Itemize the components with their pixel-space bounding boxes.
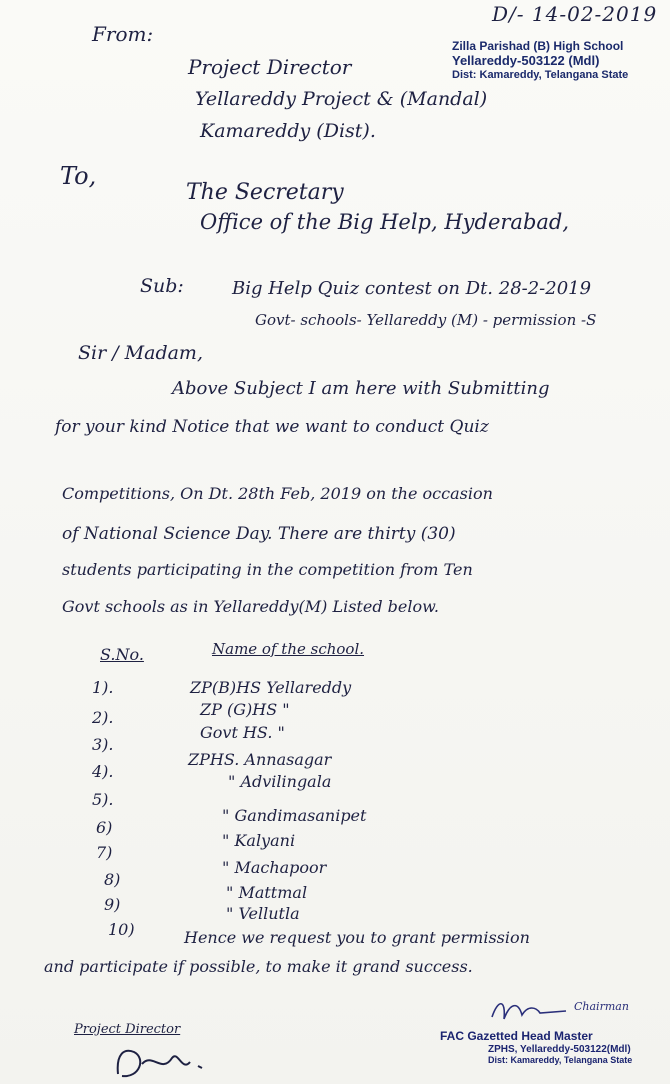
signature-left-label: Project Director	[74, 1022, 181, 1037]
school-name: " Advilingala	[228, 772, 332, 791]
body-line-1: Above Subject I am here with Submitting	[172, 378, 550, 399]
body-line-3: Competitions, On Dt. 28th Feb, 2019 on the occasion	[62, 484, 493, 503]
list-item	[104, 858, 327, 889]
list-item	[92, 750, 332, 781]
stamp-top-line-1: Zilla Parishad (B) High School	[452, 39, 624, 53]
school-name: " Gandimasanipet	[222, 806, 367, 825]
sno: 3).	[92, 735, 114, 754]
sno: 2).	[92, 708, 114, 727]
to-label: To,	[60, 162, 97, 190]
stamp-bottom-line-2: ZPHS, Yellareddy-503122(Mdl)	[488, 1043, 631, 1055]
school-name: ZP (G)HS "	[200, 700, 290, 719]
school-stamp-top	[452, 40, 670, 81]
table-header-school-name: Name of the school.	[212, 640, 365, 658]
subject-line-1: Big Help Quiz contest on Dt. 28-2-2019	[232, 278, 592, 299]
sno: 6)	[96, 818, 113, 837]
body-line-4: of National Science Day. There are thirty (30)	[62, 524, 456, 544]
table-header-sno: S.No.	[100, 645, 144, 664]
to-line-2: Office of the Big Help, Hyderabad,	[200, 210, 570, 234]
sno: 7)	[96, 843, 113, 862]
body-line-2: for your kind Notice that we want to conduct Quiz	[55, 417, 489, 437]
stamp-top-line-3: Dist: Kamareddy, Telangana State	[452, 68, 629, 81]
headmaster-stamp	[440, 1030, 665, 1066]
list-item	[96, 831, 296, 862]
body-line-6: Govt schools as in Yellareddy(M) Listed below.	[62, 597, 439, 616]
sno: 8)	[104, 870, 121, 889]
closing-line-2: and participate if possible, to make it grand success.	[44, 957, 473, 976]
signature-left-scribble	[112, 1044, 222, 1084]
school-name: " Machapoor	[222, 858, 327, 877]
stamp-top-line-2: Yellareddy-503122 (Mdl)	[452, 52, 600, 68]
letter-date: D/- 14-02-2019	[492, 2, 658, 26]
list-item	[92, 772, 332, 809]
school-name: " Kalyani	[222, 831, 296, 850]
list-item	[108, 904, 300, 939]
subject-label: Sub:	[140, 275, 184, 297]
salutation: Sir / Madam,	[78, 342, 203, 364]
stamp-bottom-line-3: Dist: Kamareddy, Telangana State	[488, 1055, 633, 1066]
from-line-3: Kamareddy (Dist).	[200, 120, 376, 142]
stamp-bottom-line-1: FAC Gazetted Head Master	[440, 1029, 593, 1043]
sno: 10)	[108, 920, 135, 939]
body-line-5: students participating in the competition from Ten	[62, 560, 473, 579]
subject-line-2: Govt- schools- Yellareddy (M) - permission -S	[255, 311, 597, 329]
from-line-1: Project Director	[188, 55, 352, 79]
sno: 5).	[92, 790, 114, 809]
school-name: Govt HS. "	[200, 723, 285, 742]
sno: 1).	[92, 678, 114, 697]
to-line-1: The Secretary	[186, 180, 344, 205]
list-item	[96, 806, 367, 837]
list-item	[92, 723, 285, 754]
from-line-2: Yellareddy Project & (Mandal)	[195, 88, 488, 110]
school-name: ZP(B)HS Yellareddy	[190, 678, 352, 697]
signature-right-label: Chairman	[574, 1000, 629, 1013]
closing-line-1: Hence we request you to grant permission	[184, 928, 530, 947]
list-item	[92, 700, 290, 727]
list-item	[92, 678, 352, 697]
school-name: " Mattmal	[226, 883, 308, 902]
school-name: " Vellutla	[226, 904, 300, 923]
from-label: From:	[92, 22, 154, 46]
signature-right-scribble	[488, 995, 568, 1027]
school-name: ZPHS. Annasagar	[188, 750, 332, 769]
sno: 9)	[104, 895, 121, 914]
sno: 4).	[92, 762, 114, 781]
